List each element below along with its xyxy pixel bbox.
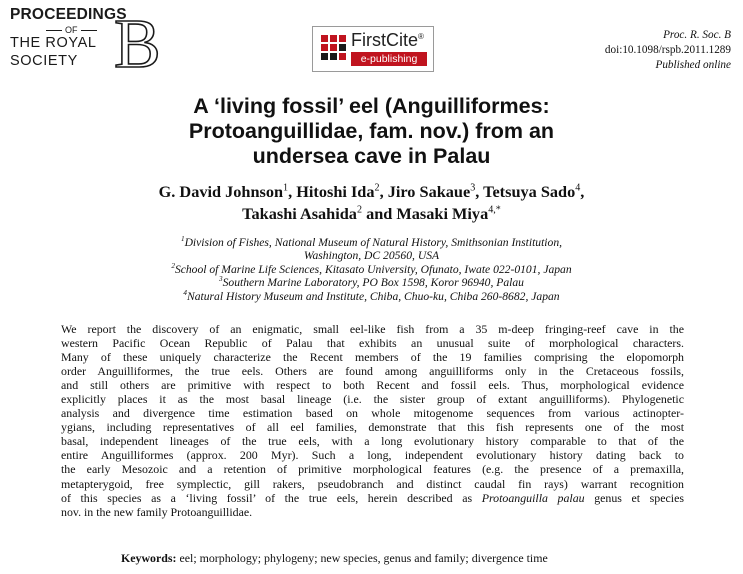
title-line: A ‘living fossil’ eel (Anguilliformes: bbox=[193, 94, 550, 118]
keywords bbox=[121, 551, 548, 566]
affiliations bbox=[100, 236, 643, 303]
affiliation: $^3$Southern Marine Laboratory, PO Box 1598, Koror 96940, Palau bbox=[219, 275, 524, 290]
logo-letter: B bbox=[114, 6, 161, 83]
journal-name: Proc. R. Soc. B bbox=[663, 29, 731, 41]
logo-line-of: OF bbox=[43, 25, 100, 35]
author-name: Hitoshi Ida bbox=[296, 182, 375, 201]
firstcite-name: FirstCite® bbox=[351, 30, 424, 50]
keywords-text: eel; morphology; phylogeny; new species, genus and family; divergence time bbox=[176, 551, 548, 565]
journal-info bbox=[605, 28, 731, 73]
affiliation: $^4$Natural History Museum and Institute, Chiba, Chuo-ku, Chiba 260-8682, Japan bbox=[183, 288, 560, 303]
abstract-line: ygians, including representatives of all eel families, demonstrate that this fish represents one of the most bbox=[61, 420, 684, 435]
firstcite-logo-icon bbox=[318, 32, 350, 64]
affiliation: Washington, DC 20560, USA bbox=[303, 249, 440, 263]
abstract-line: entire Anguilliformes (approx. 200 Myr). Such a long, independent evolutionary history dating back to bbox=[61, 448, 684, 463]
author-name: Takashi Asahida bbox=[242, 203, 357, 223]
species-name: Protoanguilla palau bbox=[481, 490, 585, 505]
abstract-line: Many of these uniquely characterize the Recent members of the 19 families comprising the elopomorph bbox=[61, 350, 684, 365]
author-name: G. David Johnson bbox=[158, 182, 284, 201]
affiliation: $^2$School of Marine Life Sciences, Kitasato University, Ofunato, Iwate 022-0101, Japan bbox=[171, 261, 572, 276]
royal-society-logo bbox=[10, 6, 162, 83]
publication-status: Published online bbox=[655, 59, 731, 71]
logo-line-proceedings: PROCEEDINGS bbox=[10, 6, 127, 23]
title-line: Protoanguillidae, fam. nov.) from an bbox=[188, 119, 555, 143]
author-name: Jiro Sakaue bbox=[387, 182, 471, 201]
author-list: G. David Johnson$^1$, Hitoshi Ida$^2$, Jiro Sakaue$^3$, Tetsuya Sado$^4$, Takashi Asahida$^2$ and Masaki Miya$^{4,*}$ bbox=[158, 182, 585, 223]
abstract-line: explicitly places it as the most basal lineage (i.e. the sister group of extant anguilliforms). Phylogenetic bbox=[61, 392, 684, 407]
abstract-line: and still others are primitive with respect to both Recent and fossil eels. Thus, morphological evidence bbox=[61, 378, 684, 393]
abstract-line: order Anguilliformes, the true eels. Others are found among anguilliforms only in the Cretaceous fossils, bbox=[61, 364, 684, 379]
affiliation: $^1$Division of Fishes, National Museum of Natural History, Smithsonian Institution, bbox=[180, 235, 563, 249]
abstract-line: We report the discovery of an enigmatic, small eel-like fish from a 35 m-deep fringing-reef cave in the bbox=[61, 322, 684, 336]
keywords-label: Keywords: bbox=[121, 551, 177, 565]
author-name: Masaki Miya bbox=[396, 203, 489, 223]
abstract bbox=[61, 322, 684, 519]
abstract-line: metapterygoid, free symplectic, gill rakers, pseudobranch and distinct caudal fin rays) warrant recognition bbox=[61, 476, 684, 491]
abstract-line: western Pacific Ocean Republic of Palau that exhibits an unusual suite of morphological characters. bbox=[61, 336, 684, 351]
doi[interactable]: doi:10.1098/rspb.2011.1289 bbox=[604, 44, 731, 56]
article-title bbox=[40, 94, 703, 169]
abstract-line: basal, independent lineages of the true eels, with a long evolutionary history comparable to that of the bbox=[61, 434, 684, 449]
abstract-line: analysis and divergence time estimation based on whole mitogenome sequences from various actinopter- bbox=[61, 406, 684, 421]
firstcite-subtitle: e-publishing bbox=[351, 52, 427, 66]
title-line: undersea cave in Palau bbox=[252, 144, 491, 168]
logo-line-the-royal: THE ROYAL bbox=[10, 35, 97, 51]
firstcite-badge bbox=[312, 26, 434, 72]
abstract-line: nov. in the new family Protoanguillidae. bbox=[61, 504, 253, 519]
author-name: Tetsuya Sado bbox=[483, 182, 576, 201]
logo-line-society: SOCIETY bbox=[10, 53, 78, 69]
abstract-line: the early Mesozoic and a retention of primitive morphological features (e.g. the presence of a premaxilla, bbox=[61, 462, 684, 477]
abstract-line: of this species as a ‘living fossil’ of the true eels, herein described as Protoanguilla palau genus et species bbox=[61, 490, 684, 505]
